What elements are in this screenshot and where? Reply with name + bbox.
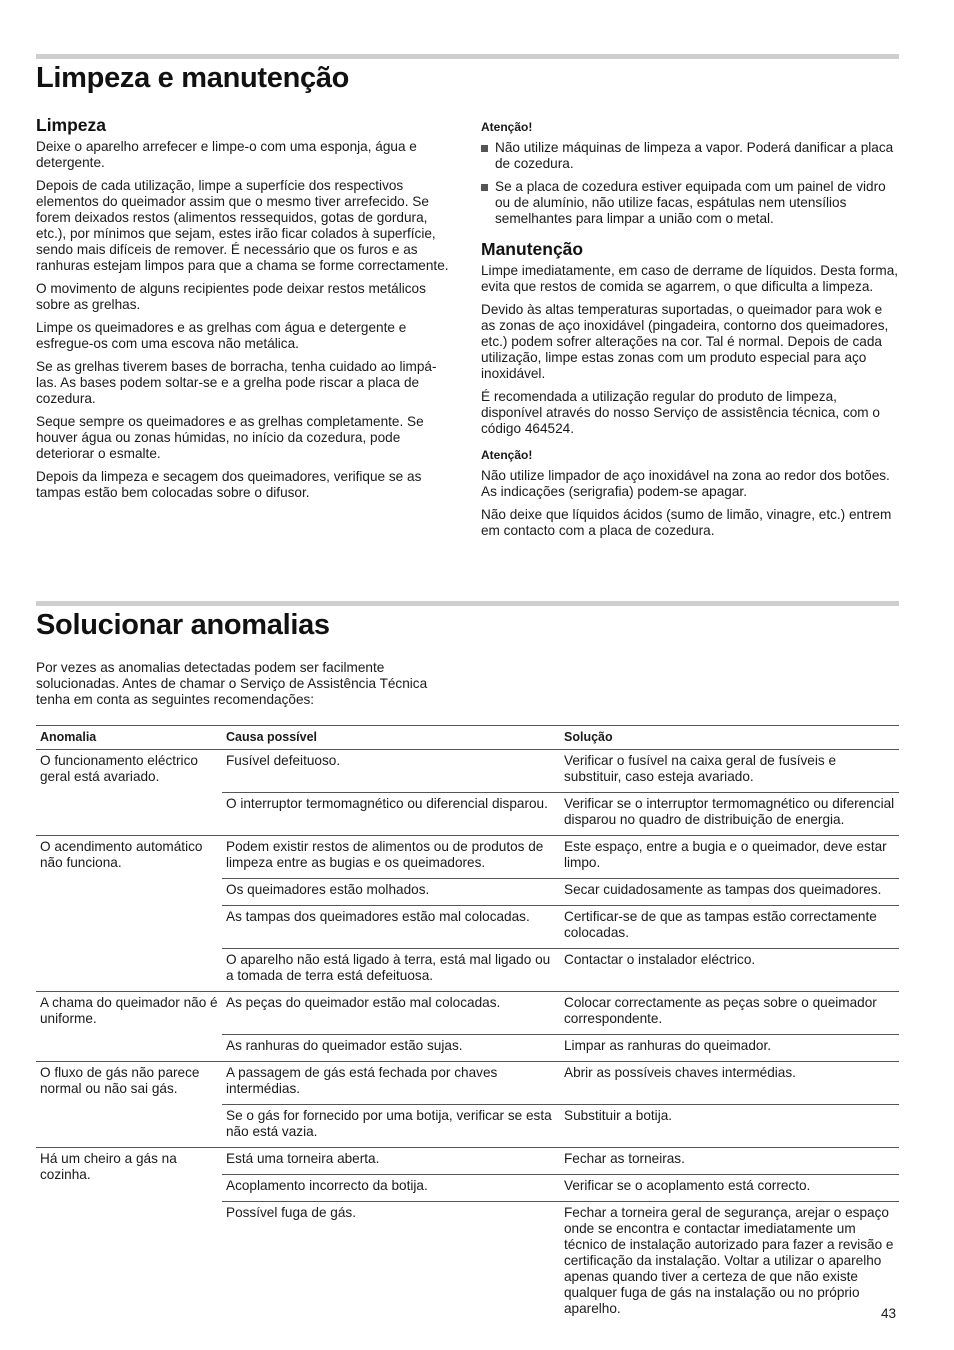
table-row [36,992,899,1035]
anomaly-cell: O acendimento automático não funciona. [36,836,222,992]
paragraph: Depois da limpeza e secagem dos queimadores, verifique se as tampas estão bem colocadas sobre o difusor. [36,469,422,500]
bullet-square-icon [481,145,488,152]
cause-cell: O aparelho não está ligado à terra, está mal ligado ou a tomada de terra está defeituosa. [222,949,560,992]
anomaly-cell: O funcionamento eléctrico geral está avariado. [36,750,222,836]
table-row [36,1062,899,1105]
troubleshooting-table [36,725,899,1324]
table-row [36,836,899,879]
cause-cell: Os queimadores estão molhados. [222,879,560,906]
paragraph: Depois de cada utilização, limpe a superfície dos respectivos elementos do queimador assim que o mesmo tiver arrefecido. Se forem deixados restos (alimentos ressequidos, gotas de gordura, etc.), por mínimos que sejam, estes irão ficar colados à superfície, sendo mais difíceis de remover. É necessário que os furos e as ranhuras estejam limpos para que a chama se forme correctamente. [36,178,449,273]
cause-cell: Se o gás for fornecido por uma botija, verificar se esta não está vazia. [222,1105,560,1148]
paragraph: O movimento de alguns recipientes pode deixar restos metálicos sobre as grelhas. [36,281,426,312]
heading-manutencao: Manutenção [481,239,584,259]
solution-cell: Verificar se o interruptor termomagnético ou diferencial disparou no quadro de distribuição de energia. [560,793,899,836]
anomaly-cell: Há um cheiro a gás na cozinha. [40,1151,177,1182]
column-header-solucao: Solução [560,726,899,750]
attention-bullets [481,140,899,227]
solution-cell: Colocar correctamente as peças sobre o queimador correspondente. [560,992,899,1035]
cause-cell: As peças do queimador estão mal colocadas. [222,992,560,1035]
bullet-item [481,179,899,227]
page-number: 43 [881,1306,897,1321]
table-row [36,750,899,793]
solution-cell: Limpar as ranhuras do queimador. [560,1035,899,1062]
attention-label-1: Atenção! [481,120,533,134]
attention-paragraphs [481,468,899,539]
paragraph: Se as grelhas tiverem bases de borracha, tenha cuidado ao limpá-las. As bases podem soltar-se e a grelha pode riscar a placa de cozedura. [36,359,437,406]
right-column [481,119,899,546]
heading-limpeza: Limpeza [36,115,107,135]
bullet-square-icon [481,184,488,191]
cause-cell: Acoplamento incorrecto da botija. [222,1175,560,1202]
paragraph: É recomendada a utilização regular do produto de limpeza, disponível através do nosso Serviço de assistência técnica, com o código 464524. [481,389,880,436]
paragraph: Não deixe que líquidos ácidos (sumo de limão, vinagre, etc.) entrem em contacto com a placa de cozedura. [481,507,892,538]
paragraph: Devido às altas temperaturas suportadas, o queimador para wok e as zonas de aço inoxidável (pingadeira, contorno dos queimadores, etc.) podem sofrer alterações na cor. Tal é normal. Depois de cada utilização, limpe estas zonas com um produto especial para aço inoxidável. [481,302,889,381]
table-header-row [36,726,899,750]
paragraph: Deixe o aparelho arrefecer e limpe-o com uma esponja, água e detergente. [36,139,417,170]
solution-cell: Verificar se o acoplamento está correcto. [560,1175,899,1202]
section-title-limpeza-manutencao: Limpeza e manutenção [36,62,350,94]
table-row [36,1148,899,1175]
solution-cell: Abrir as possíveis chaves intermédias. [560,1062,899,1105]
section-divider-top [36,54,899,59]
cause-cell: Está uma torneira aberta. [222,1148,560,1175]
solution-cell: Contactar o instalador eléctrico. [560,949,899,992]
cause-cell: Podem existir restos de alimentos ou de produtos de limpeza entre as bugias e os queimadores. [222,836,560,879]
solution-cell: Fechar a torneira geral de segurança, arejar o espaço onde se encontra e contactar imediatamente um técnico de instalação autorizado para fazer a revisão e certificação da instalação. Voltar a utilizar o aparelho apenas quando tiver a certeza de que não existe qualquer fuga de gás na instalação ou no próprio aparelho. [564,1205,894,1316]
solution-cell: Fechar as torneiras. [560,1148,899,1175]
left-column [36,117,454,508]
paragraph: Limpe imediatamente, em caso de derrame de líquidos. Desta forma, evita que restos de comida se agarrem, o que dificulta a limpeza. [481,263,899,294]
cause-cell: As tampas dos queimadores estão mal colocadas. [222,906,560,949]
column-header-causa: Causa possível [222,726,560,750]
paragraph: Limpe os queimadores e as grelhas com água e detergente e esfregue-os com uma escova não metálica. [36,320,407,351]
cause-cell: Fusível defeituoso. [222,750,560,793]
bullet-item [481,140,899,172]
anomaly-cell: O fluxo de gás não parece normal ou não sai gás. [36,1062,222,1148]
paragraph: Seque sempre os queimadores e as grelhas completamente. Se houver água ou zonas húmidas, no início da cozedura, pode deteriorar o esmalte. [36,414,424,461]
cause-cell: O interruptor termomagnético ou diferencial disparou. [222,793,560,836]
anomaly-cell: A chama do queimador não é uniforme. [36,992,222,1062]
cause-cell: A passagem de gás está fechada por chaves intermédias. [222,1062,560,1105]
column-header-anomalia: Anomalia [36,726,222,750]
cause-cell: As ranhuras do queimador estão sujas. [222,1035,560,1062]
solution-cell: Verificar o fusível na caixa geral de fusíveis e substituir, caso esteja avariado. [560,750,899,793]
attention-label-2: Atenção! [481,448,533,462]
solution-cell: Certificar-se de que as tampas estão correctamente colocadas. [560,906,899,949]
manutencao-paragraphs [481,263,899,437]
bullet-text: Se a placa de cozedura estiver equipada com um painel de vidro ou de alumínio, não utilize facas, espátulas nem utensílios semelhantes para limpar a união com o metal. [495,179,886,226]
anomalias-intro: Por vezes as anomalias detectadas podem ser facilmente solucionadas. Antes de chamar o Serviço de Assistência Técnica tenha em conta as seguintes recomendações: [36,660,428,707]
solution-cell: Substituir a botija. [560,1105,899,1148]
section-title-solucionar-anomalias: Solucionar anomalias [36,609,330,641]
cause-cell: Possível fuga de gás. [226,1205,356,1220]
bullet-text: Não utilize máquinas de limpeza a vapor. Poderá danificar a placa de cozedura. [495,140,894,171]
paragraph: Não utilize limpador de aço inoxidável na zona ao redor dos botões. As indicações (serigrafia) podem-se apagar. [481,468,890,499]
limpeza-paragraphs [36,139,454,501]
section-divider-bottom [36,601,899,606]
solution-cell: Este espaço, entre a bugia e o queimador, deve estar limpo. [560,836,899,879]
solution-cell: Secar cuidadosamente as tampas dos queimadores. [560,879,899,906]
